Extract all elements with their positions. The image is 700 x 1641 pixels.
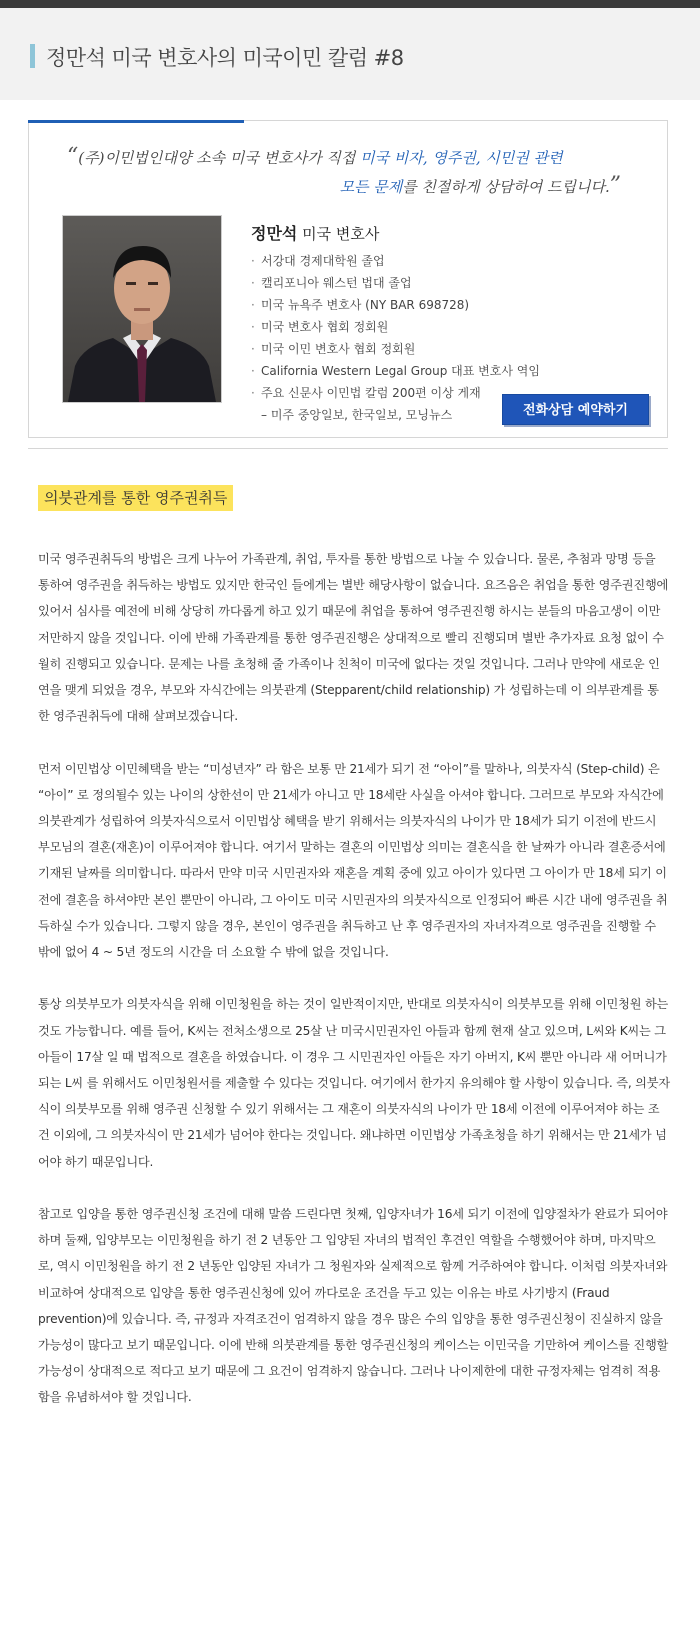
- section-divider: [28, 448, 668, 449]
- column-header: [0, 8, 700, 100]
- profile-accent-line: [28, 120, 244, 123]
- lawyer-profile-box: [28, 120, 668, 438]
- lawyer-title: 미국 변호사: [302, 225, 380, 243]
- quote-line2-suffix: 를 친절하게 상담하여 드립니다.: [402, 178, 610, 196]
- profile-quote: [67, 143, 637, 201]
- credential-item: · 미국 변호사 협회 정회원: [251, 316, 651, 338]
- credential-item: · 주요 신문사 이민법 칼럼 200편 이상 게재: [251, 382, 651, 404]
- lawyer-name: 정만석: [251, 224, 298, 243]
- article-body: [38, 546, 670, 1437]
- credential-item: · 서강대 경제대학원 졸업: [251, 250, 651, 272]
- quote-open-mark: “: [67, 144, 79, 169]
- credential-item: · California Western Legal Group 대표 변호사 역임: [251, 360, 651, 382]
- top-bar: [0, 0, 700, 8]
- credential-item: · 캘리포니아 웨스턴 법대 졸업: [251, 272, 651, 294]
- quote-line2-highlight: 모든 문제: [339, 178, 403, 196]
- quote-line1-highlight: 미국 비자, 영주권, 시민권 관련: [360, 149, 563, 167]
- title-accent-bar: [30, 44, 35, 68]
- credential-item: · 미국 이민 변호사 협회 정회원: [251, 338, 651, 360]
- lawyer-name-line: [251, 221, 651, 244]
- credential-subitem: – 미주 중앙일보, 한국일보, 모닝뉴스: [261, 408, 453, 422]
- quote-line1-prefix: (주)이민법인대양 소속 미국 변호사가 직접: [78, 149, 361, 167]
- quote-close-mark: ”: [609, 173, 621, 198]
- article-paragraph: 참고로 입양을 통한 영주권신청 조건에 대해 말씀 드린다면 첫째, 입양자녀가 16세 되기 이전에 입양절차가 완료가 되어야 하며 둘째, 입양부모는 이민청원을 하기 전 2 년동안 그 입양된 자녀의 법적인 후견인 역할을 수행했어야 하며, 마지막으로, 역시 이민청원을 하기 전 2 년동안 입양된 자녀가 그 청원자와 실제적으로 함께 거주하여야 합니다. 이처럼 의붓자녀와 비교하여 상대적으로 입양을 통한 영주권신청에 있어 까다로운 조건을 두고 있는 이유는 바로 사기방지 (Fraud prevention)에 있습니다. 즉, 규정과 자격조건이 엄격하지 않을 경우 많은 수의 입양을 통한 영주권신청이 진실하지 않을 가능성이 많다고 보기 때문입니다. 이에 반해 의붓관계를 통한 영주권신청의 케이스는 이민국을 기만하여 케이스를 진행할 가능성이 상대적으로 적다고 보기 때문에 그 요건이 엄격하지 않습니다. 그러나 나이제한에 대한 규정자체는 엄격히 적용함을 유념하셔야 할 것입니다.: [38, 1207, 669, 1405]
- section-title: 의붓관계를 통한 영주권취득: [38, 485, 233, 511]
- credential-item: · 미국 뉴욕주 변호사 (NY BAR 698728): [251, 294, 651, 316]
- article-paragraph: 미국 영주권취득의 방법은 크게 나누어 가족관계, 취업, 투자를 통한 방법으로 나눌 수 있습니다. 물론, 추첨과 망명 등을 통하여 영주권을 취득하는 방법도 있지만 한국인 들에게는 별반 해당사항이 없습니다. 요즈음은 취업을 통한 영주권진행에 있어서 심사를 예전에 비해 상당히 까다롭게 하고 있기 때문에 취업을 통하여 영주권진행 하시는 분들의 마음고생이 이만저만하지 않을 것입니다. 이에 반해 가족관계를 통한 영주권진행은 상대적으로 빨리 진행되며 별반 추가자료 요청 없이 수월히 진행되고 있습니다. 문제는 나를 초청해 줄 가족이나 친척이 미국에 없다는 것일 것입니다. 그러나 만약에 새로운 인연을 맺게 되었을 경우, 부모와 자식간에는 의붓관계 (Stepparent/child relationship) 가 성립하는데 이 의부관계를 통한 영주권취득에 대해 살펴보겠습니다.: [38, 552, 669, 724]
- article-paragraph: 통상 의붓부모가 의붓자식을 위해 이민청원을 하는 것이 일반적이지만, 반대로 의붓자식이 의붓부모를 위해 이민청원 하는것도 가능합니다. 예를 들어, K씨는 전처소생으로 25살 난 미국시민권자인 아들과 함께 현재 살고 있으며, L씨와 K씨는 그 아들이 17살 일 때 법적으로 결혼을 하였습니다. 이 경우 그 시민권자인 아들은 자기 아버지, K씨 뿐만 아니라 새 어머니가 되는 L씨 를 위해서도 이민청원서를 제출할 수 있다는 것입니다. 여기에서 한가지 유의해야 할 사항이 있습니다. 즉, 의붓자식이 의붓부모를 위해 영주권 신청할 수 있기 위해서는 그 재혼이 의붓자식의 나이가 만 18세 이전에 이루어져야 하는 조건 이외에, 그 의붓자식이 만 21세가 넘어야 한다는 것입니다. 왜냐하면 이민법상 가족초청을 하기 위해서는 만 21세가 넘어야 하기 때문입니다.: [38, 997, 670, 1169]
- lawyer-portrait: [62, 215, 222, 403]
- article-paragraph: 먼저 이민법상 이민혜택을 받는 “미성년자” 라 함은 보통 만 21세가 되기 전 “아이”를 말하나, 의붓자식 (Step-child) 은 “아이” 로 정의될수 있는 나이의 상한선이 만 21세가 아니고 만 18세란 사실을 아셔야 합니다. 그러므로 부모와 자식간에 의붓관계가 성립하여 의붓자식으로서 이민법상 혜택을 받기 위해서는 의붓자식의 나이가 만 18세가 되기 이전에 반드시 부모님의 결혼(재혼)이 이루어져야 합니다. 여기서 말하는 결혼의 이민법상 의미는 결혼식을 한 날짜가 아니라 결혼증서에 기재된 날짜를 의미합니다. 따라서 만약 미국 시민권자와 재혼을 계획 중에 있고 아이가 있다면 그 아이가 만 18세 되기 이전에 결혼을 하셔야만 본인 뿐만이 아니라, 그 아이도 미국 시민권자의 의붓자식으로 인정되어 빠른 시간 내에 영주권을 취득하실 수가 있습니다. 그렇지 않을 경우, 본인이 영주권을 취득하고 난 후 영주권자의 자녀자격으로 영주권을 진행할 수 밖에 없어 4 ~ 5년 정도의 시간을 더 소요할 수 밖에 없을 것입니다.: [38, 761, 668, 960]
- phone-consultation-button[interactable]: 전화상담 예약하기: [502, 394, 649, 425]
- page-title: 정만석 미국 변호사의 미국이민 칼럼 #8: [46, 46, 404, 70]
